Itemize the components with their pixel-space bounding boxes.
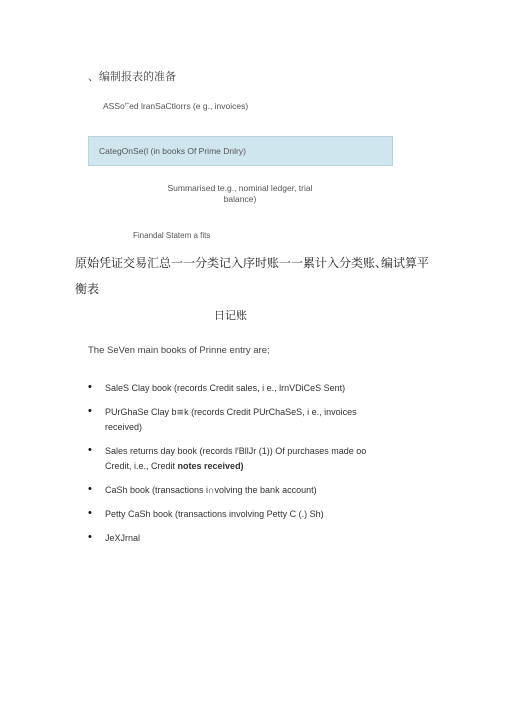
list-item-text: Sales returns day book (records l′BllJr (1)) Of purchases made oo	[105, 446, 367, 456]
list-item	[88, 444, 418, 474]
list-item	[88, 531, 418, 546]
cn-paragraph-line1-right: 编试算平	[381, 256, 430, 270]
section-heading: 、编制报表的准备	[88, 70, 176, 83]
bullet-icon: •	[88, 444, 92, 456]
flow-step-transactions: ASSo′ˆed lranSaCtlorrs (e g., invoices)	[103, 101, 249, 111]
list-item-text: SaleS Clay book (records Credit sales, i e., lrnVDiCeS Sent)	[105, 383, 346, 393]
list-item-text: CaSh book (transactions i∩volving the bank account)	[105, 485, 317, 495]
cn-paragraph-line2: 衡表	[75, 282, 100, 296]
list-item-text: JeXJrnal	[105, 533, 141, 543]
bullet-icon: •	[88, 483, 92, 495]
bullet-icon: •	[88, 531, 92, 543]
list-item	[88, 381, 418, 396]
flow-step-summarised-line1: Summarised te.g., nominal ledger, trial	[167, 183, 313, 193]
bullet-icon: •	[88, 381, 92, 393]
cn-paragraph-line1: 原始凭证交易汇总一一分类记入序时账一一累计入分类账、	[75, 256, 388, 270]
list-item-text-cont: received)	[105, 422, 143, 432]
flow-step-categorised-box	[88, 136, 393, 166]
list-item	[88, 507, 418, 522]
sub-heading-journal: 日记账	[214, 309, 247, 322]
flow-step-financial-statements: Finandal Statem a fits	[133, 231, 211, 240]
list-item-text: PUrGhaSe Clay b≅k (records Credit PUrChaSeS, i e., invoices	[105, 407, 357, 417]
flow-step-categorised: CategOnSe(l (in books Of Prime Dnlry)	[99, 146, 246, 156]
list-item-text-bold: notes received)	[177, 461, 244, 471]
bullet-icon: •	[88, 507, 92, 519]
list-item-text: Petty CaSh book (transactions involving Petty C (.) Sh)	[105, 509, 324, 519]
prime-entry-list	[88, 381, 418, 555]
bullet-icon: •	[88, 405, 92, 417]
list-item	[88, 405, 418, 435]
flow-step-summarised-line2: balance)	[223, 194, 257, 204]
intro-text: The SeVen main books of Prinne entry are;	[88, 345, 270, 356]
list-item-text-cont: Credit, i.e., Credit	[105, 461, 178, 471]
flow-step-summarised	[150, 183, 330, 205]
list-item	[88, 483, 418, 498]
